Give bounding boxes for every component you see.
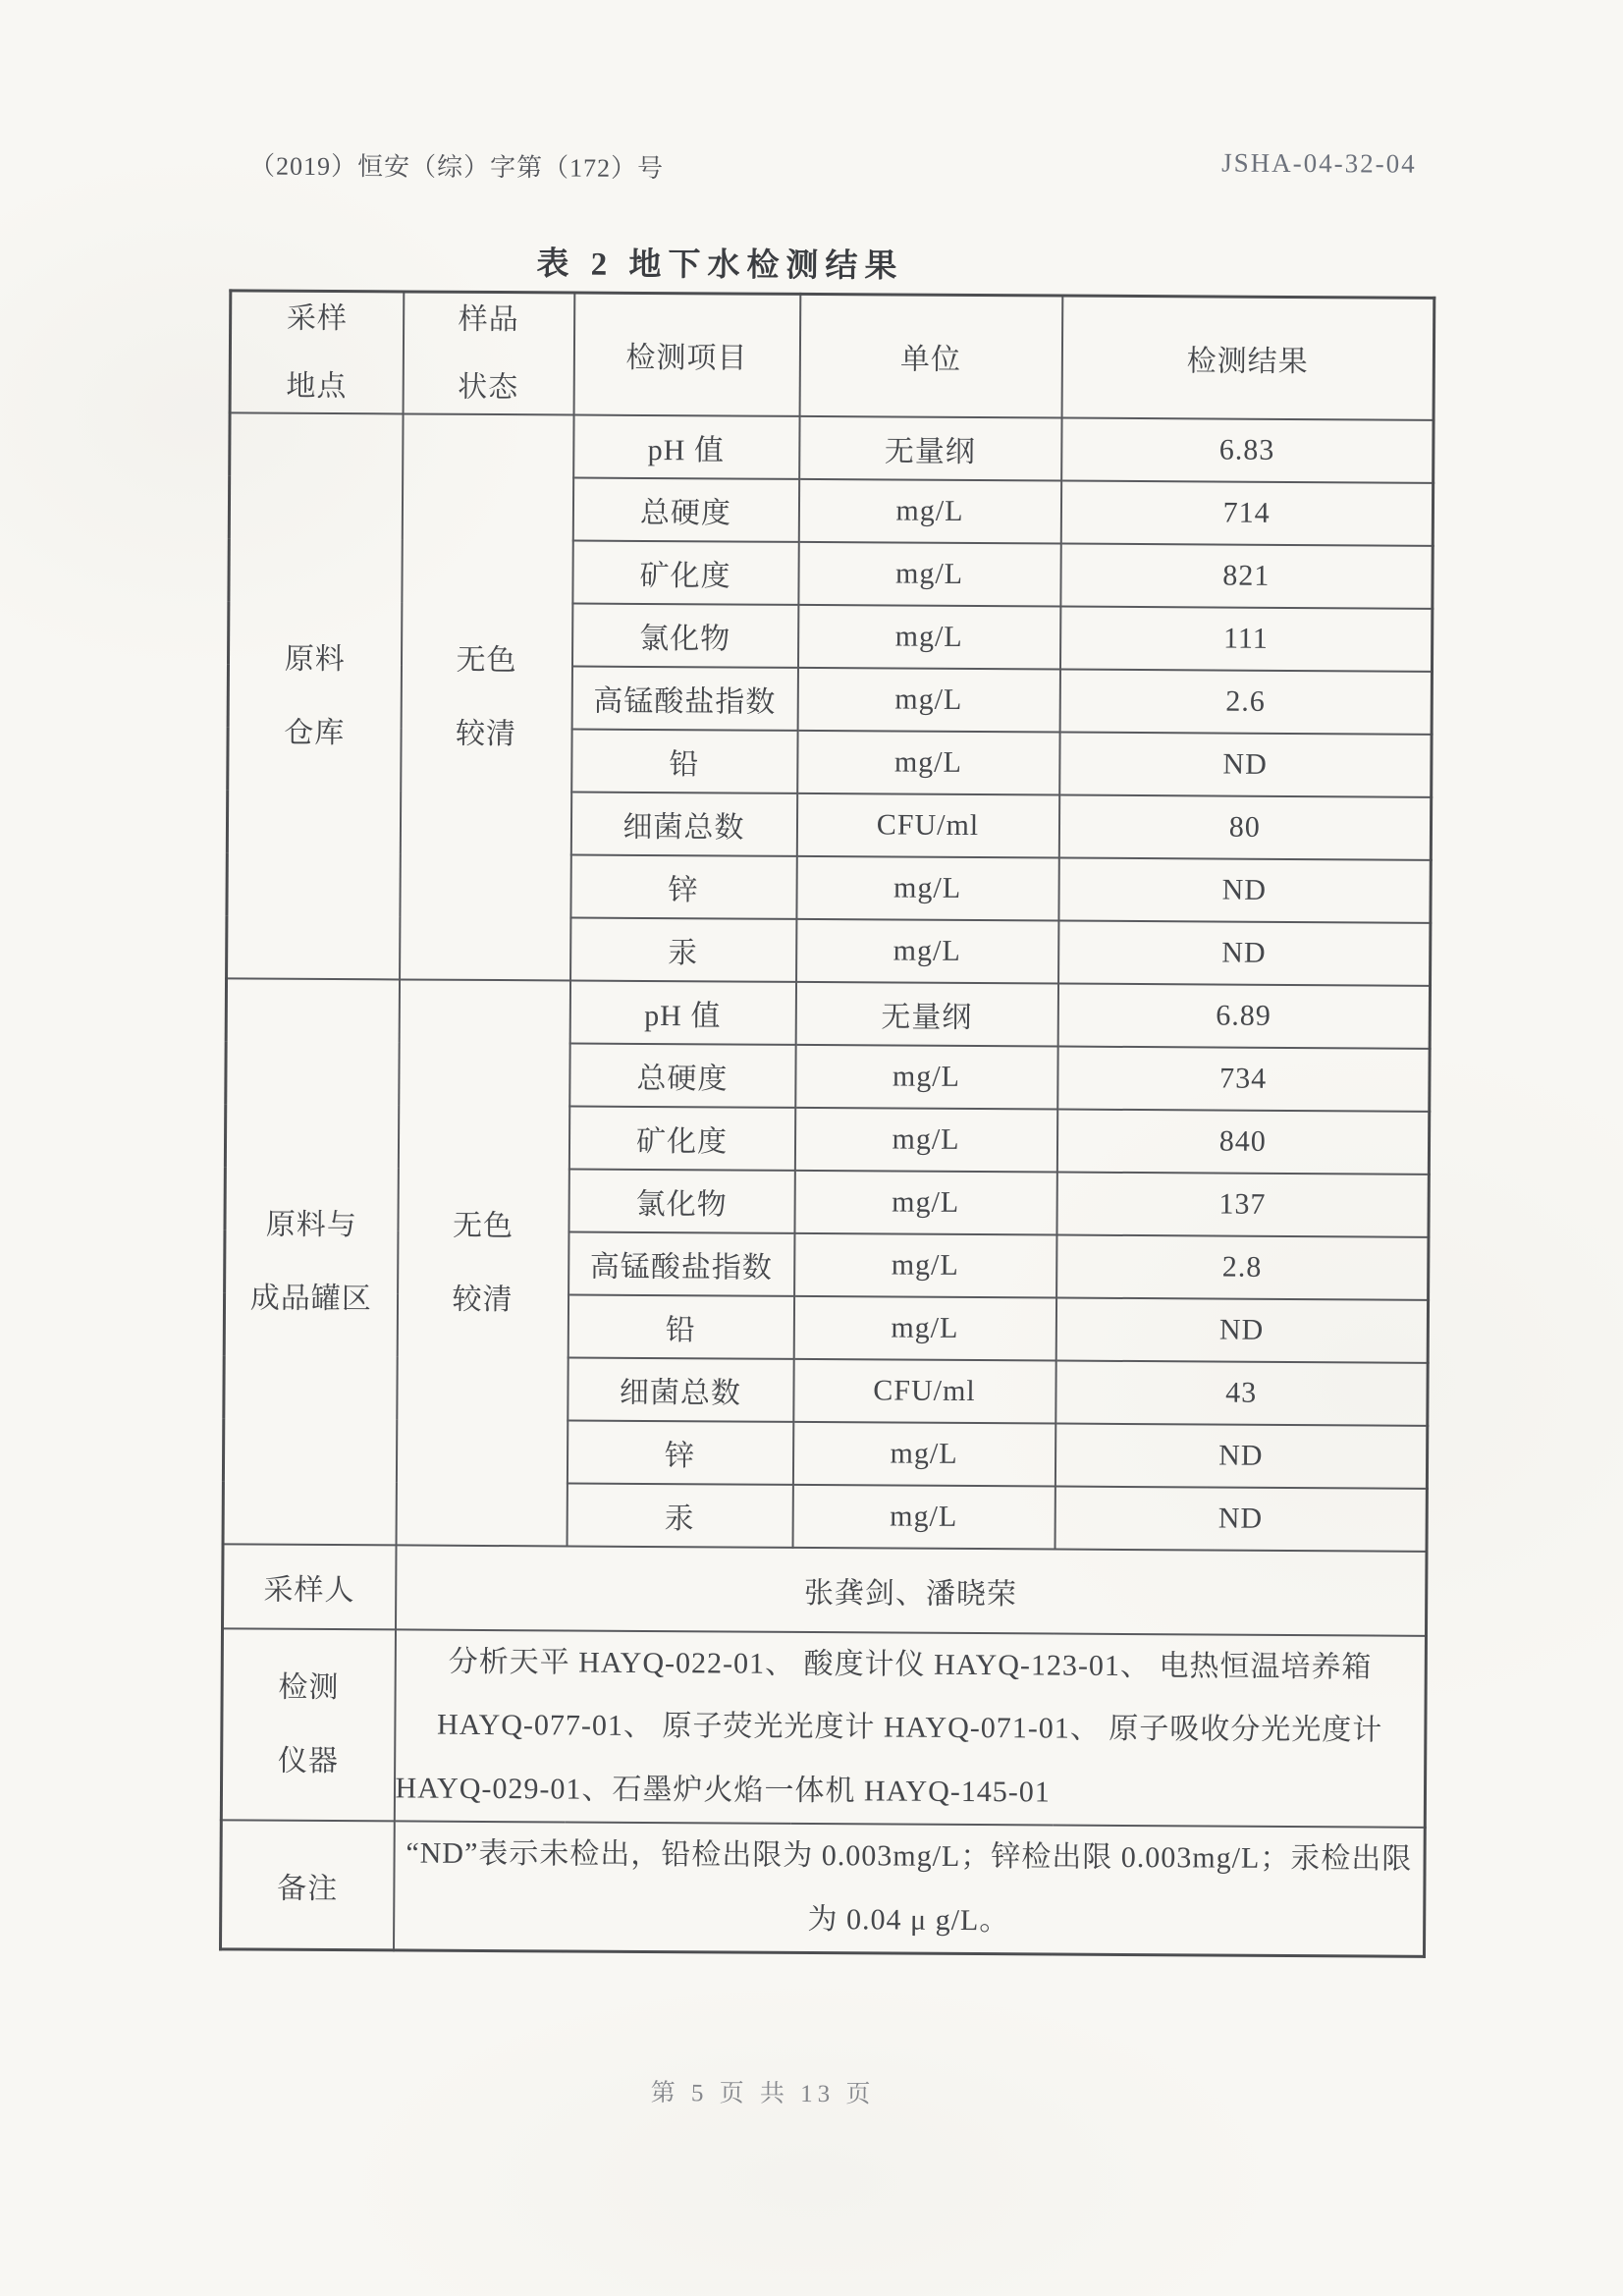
unit-cell: CFU/ml <box>796 793 1058 857</box>
result-cell: ND <box>1059 732 1432 796</box>
header-location-line2: 地点 <box>286 369 348 403</box>
header-state-line2: 状态 <box>458 370 519 404</box>
unit-cell: mg/L <box>792 1421 1055 1486</box>
result-cell: ND <box>1055 1486 1427 1551</box>
result-cell: 714 <box>1060 480 1433 545</box>
state-stack-group1 <box>402 643 571 750</box>
instruments-label-line2: 仪器 <box>277 1744 340 1778</box>
result-cell: 821 <box>1060 543 1433 608</box>
unit-cell: 无量纲 <box>795 981 1057 1046</box>
instruments-label-cell <box>221 1628 395 1822</box>
result-cell: ND <box>1058 857 1431 922</box>
item-cell: 锌 <box>567 1420 792 1484</box>
result-cell: 80 <box>1058 794 1431 859</box>
remark-row <box>221 1820 1426 1956</box>
item-cell: 锌 <box>570 854 796 918</box>
result-cell: 840 <box>1056 1109 1429 1174</box>
remark-label-cell: 备注 <box>221 1820 395 1950</box>
location-stack-group2 <box>226 1208 397 1315</box>
location-line2: 成品罐区 <box>249 1282 372 1315</box>
remark-value-cell: “ND”表示未检出，铅检出限为 0.003mg/L；锌检出限 0.003mg/L；汞检出限为 0.04 μ g/L。 <box>394 1821 1426 1956</box>
state-line1: 无色 <box>456 643 517 677</box>
unit-cell: 无量纲 <box>799 415 1061 480</box>
state-cell-group1 <box>400 413 574 980</box>
item-cell: 总硬度 <box>569 1043 795 1107</box>
unit-cell: mg/L <box>792 1484 1055 1549</box>
table-title: 表 2 地下水检测结果 <box>536 246 904 285</box>
item-cell: 铅 <box>571 729 797 793</box>
state-line1: 无色 <box>452 1209 514 1242</box>
header-cell-state <box>403 292 574 414</box>
instruments-label-line1: 检测 <box>278 1670 340 1705</box>
state-line2: 较清 <box>452 1283 514 1316</box>
result-cell: 111 <box>1059 606 1432 671</box>
doc-code: JSHA-04-32-04 <box>1221 147 1417 179</box>
item-cell: 高锰酸盐指数 <box>568 1231 794 1295</box>
unit-cell: mg/L <box>794 1170 1056 1234</box>
state-line2: 较清 <box>455 717 517 750</box>
item-cell: 汞 <box>570 917 796 981</box>
location-stack-group1 <box>229 642 400 749</box>
header-location-line1: 采样 <box>286 301 349 335</box>
item-cell: pH 值 <box>569 980 795 1044</box>
location-line1: 原料 <box>284 642 346 676</box>
item-cell: 矿化度 <box>568 1106 794 1170</box>
sampler-value-cell: 张龚剑、潘晓荣 <box>395 1545 1427 1635</box>
result-cell: ND <box>1055 1297 1428 1362</box>
location-cell-group2 <box>223 978 400 1545</box>
table-header-row <box>230 291 1434 419</box>
location-line1: 原料与 <box>265 1208 357 1241</box>
instruments-value-cell: 分析天平 HAYQ-022-01、 酸度计仪 HAYQ-123-01、 电热恒温培养箱 HAYQ-077-01、 原子荧光光度计 HAYQ-071-01、 原子吸收分光光度计 HAYQ-029-01、石墨炉火焰一体机 HAYQ-145-01 <box>394 1629 1426 1828</box>
result-cell: 137 <box>1056 1172 1429 1236</box>
item-cell: 细菌总数 <box>570 792 796 855</box>
item-cell: 矿化度 <box>572 540 798 604</box>
unit-cell: mg/L <box>794 1107 1056 1172</box>
result-cell: 2.8 <box>1056 1234 1429 1299</box>
result-cell: ND <box>1055 1423 1427 1488</box>
unit-cell: mg/L <box>797 730 1059 794</box>
result-cell: 6.89 <box>1057 983 1430 1048</box>
state-cell-group2 <box>396 979 570 1546</box>
item-cell: 总硬度 <box>572 477 798 541</box>
result-cell: 43 <box>1055 1360 1428 1425</box>
location-line2: 仓库 <box>284 716 346 749</box>
result-cell: 734 <box>1057 1046 1430 1111</box>
header-cell-unit: 单位 <box>799 294 1062 417</box>
instruments-row <box>221 1628 1426 1828</box>
unit-cell: mg/L <box>796 855 1058 920</box>
unit-cell: mg/L <box>797 667 1059 732</box>
item-cell: 铅 <box>568 1294 793 1358</box>
header-state-line1: 样品 <box>458 302 519 336</box>
unit-cell: CFU/ml <box>793 1358 1055 1423</box>
item-cell: 氯化物 <box>568 1169 794 1232</box>
item-cell: 氯化物 <box>571 603 797 667</box>
header-cell-location <box>230 291 404 413</box>
sampler-label-cell: 采样人 <box>223 1544 397 1629</box>
item-cell: 细菌总数 <box>568 1357 793 1421</box>
item-cell: 汞 <box>567 1483 792 1547</box>
instruments-label-stack <box>223 1671 394 1778</box>
result-cell: ND <box>1058 920 1431 985</box>
header-state-stack <box>404 302 573 404</box>
result-cell: 6.83 <box>1061 417 1434 482</box>
unit-cell: mg/L <box>798 478 1060 543</box>
doc-number: （2019）恒安（综）字第（172）号 <box>249 151 665 184</box>
location-cell-group1 <box>227 412 404 979</box>
unit-cell: mg/L <box>793 1295 1055 1360</box>
item-cell: 高锰酸盐指数 <box>571 666 797 730</box>
unit-cell: mg/L <box>795 1044 1057 1109</box>
sampler-row <box>223 1544 1428 1635</box>
table-row <box>226 978 1430 1048</box>
state-stack-group2 <box>398 1209 568 1316</box>
unit-cell: mg/L <box>797 604 1059 669</box>
header-cell-result: 检测结果 <box>1061 296 1434 419</box>
groundwater-results-table <box>219 289 1435 1957</box>
item-cell: pH 值 <box>573 414 799 478</box>
result-cell: 2.6 <box>1059 669 1432 734</box>
unit-cell: mg/L <box>796 918 1058 983</box>
unit-cell: mg/L <box>794 1232 1056 1297</box>
table-row <box>230 412 1434 482</box>
unit-cell: mg/L <box>798 541 1060 606</box>
page-footer: 第 5 页 共 13 页 <box>650 2080 876 2108</box>
header-cell-item: 检测项目 <box>573 293 800 415</box>
header-location-stack <box>232 301 403 403</box>
